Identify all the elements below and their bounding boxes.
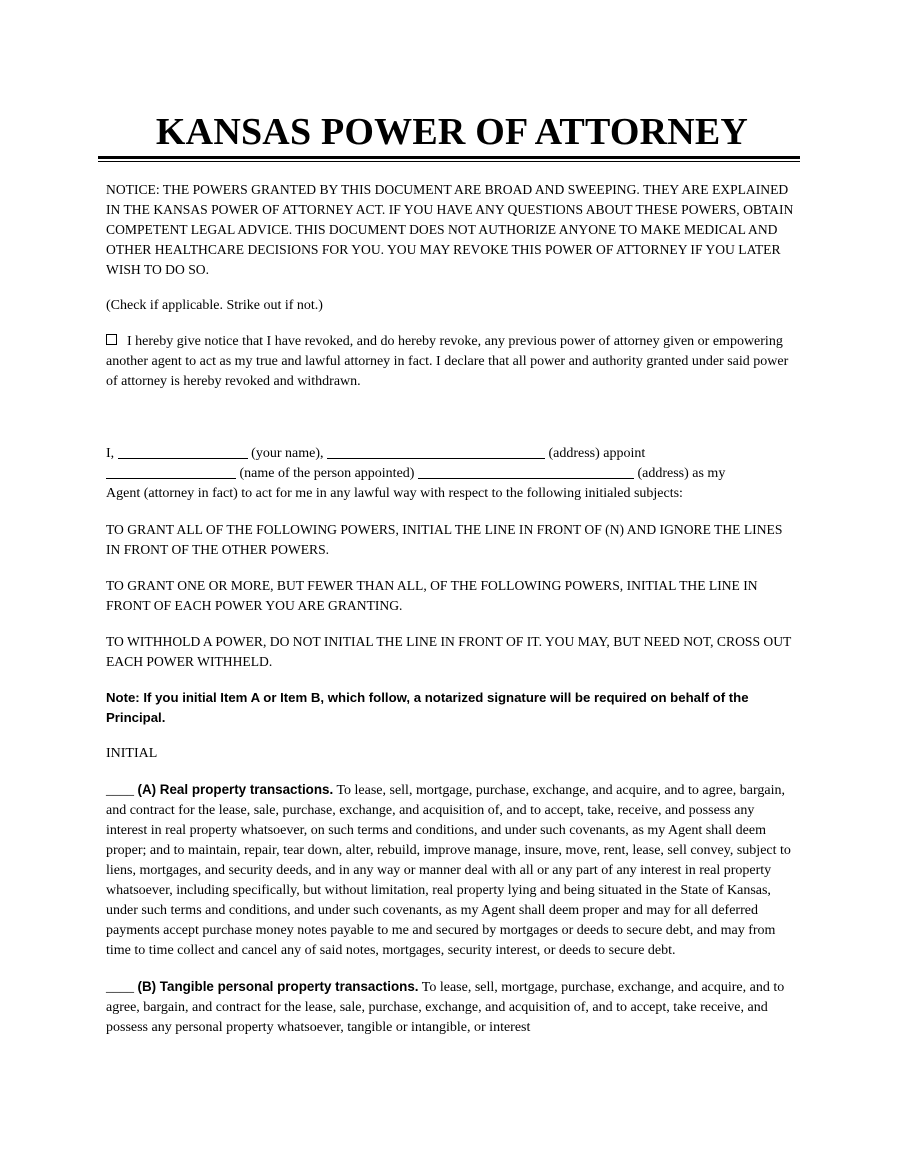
item-b-text: To lease, sell, mortgage, purchase, exchange, and acquire, and to agree, bargain, and contract for the lease, sale, purchase, exchange, and acquisition of, and to accept, take receive, and possess any personal property whatsoever, tangible or intangible, or interest [106, 980, 785, 1035]
notice-paragraph: NOTICE: THE POWERS GRANTED BY THIS DOCUMENT ARE BROAD AND SWEEPING. THEY ARE EXPLAINED IN THE KANSAS POWER OF ATTORNEY ACT. IF YOU HAVE ANY QUESTIONS ABOUT THESE POWERS, OBTAIN COMPETENT LEGAL ADVICE. THIS DOCUMENT DOES NOT AUTHORIZE ANYONE TO MAKE MEDICAL AND OTHER HEALTHCARE DECISIONS FOR YOU. YOU MAY REVOKE THIS POWER OF ATTORNEY IF YOU LATER WISH TO DO SO. [106, 182, 794, 277]
power-item-a [106, 780, 798, 961]
spacer [106, 408, 798, 444]
initial-blank-b[interactable]: ____ [106, 980, 134, 995]
instruction-withhold: TO WITHHOLD A POWER, DO NOT INITIAL THE LINE IN FRONT OF IT. YOU MAY, BUT NEED NOT, CROSS OUT EACH POWER WITHHELD. [106, 634, 792, 669]
item-a-text: To lease, sell, mortgage, purchase, exchange, and acquire, and to agree, bargain, and contract for the lease, sale, purchase, exchange, and acquisition of, and to accept, take, receive, and possess any interest in real property whatsoever, on such terms and conditions, and under such covenants, as my Agent shall deem proper; and to maintain, repair, tear down, alter, rebuild, improve manage, insure, move, rent, lease, sell convey, subject to liens, mortgages, and security deeds, and in any way or manner deal with all or any part of any interest in real property whatsoever, including specifically, but without limitation, real property lying and being situated in the State of Kansas, under such terms and conditions, and under such covenants, as my Agent shall deem proper and may for all deferred payments accept purchase money notes payable to me and secured by mortgages or deeds to secure debt, and may from time to time collect and cancel any of said notes, mortgages, security interest, or deeds to secure debt. [106, 783, 791, 958]
appointee-address-blank[interactable] [418, 466, 634, 479]
revocation-checkbox[interactable] [106, 334, 117, 345]
document-title: KANSAS POWER OF ATTORNEY [155, 111, 749, 153]
revocation-paragraph [106, 332, 798, 392]
check-instruction: (Check if applicable. Strike out if not.) [106, 298, 323, 313]
your-name-label: (your name), [251, 446, 324, 461]
appointee-name-blank[interactable] [106, 466, 236, 479]
instruction-grant-all: TO GRANT ALL OF THE FOLLOWING POWERS, INITIAL THE LINE IN FRONT OF (N) AND IGNORE THE LINES IN FRONT OF THE OTHER POWERS. [106, 522, 783, 557]
appointment-prefix: I, [106, 446, 115, 461]
your-address-blank[interactable] [327, 446, 545, 459]
document-body [106, 180, 798, 1054]
revocation-text: I hereby give notice that I have revoked, and do hereby revoke, any previous power of attorney given or empowering another agent to act as my true and lawful attorney in fact. I declare that all power and authority granted under said power of attorney is hereby revoked and withdrawn. [106, 334, 789, 389]
initial-label: INITIAL [106, 746, 158, 761]
address-label-as-my: (address) as my [637, 466, 726, 481]
title-rule-thin [98, 161, 800, 162]
appointee-label: (name of the person appointed) [239, 466, 415, 481]
address-label-appoint: (address) appoint [548, 446, 646, 461]
item-a-heading: (A) Real property transactions. [137, 782, 334, 797]
document-page [106, 0, 798, 1165]
appointment-continuation: Agent (attorney in fact) to act for me in any lawful way with respect to the following initialed subjects: [106, 486, 683, 501]
title-rule-thick [98, 156, 800, 159]
power-item-b [106, 977, 798, 1038]
notarization-note: Note: If you initial Item A or Item B, which follow, a notarized signature will be required on behalf of the Principal. [106, 690, 749, 725]
appointment-paragraph [106, 444, 798, 504]
item-b-heading: (B) Tangible personal property transactions. [137, 979, 419, 994]
your-name-blank[interactable] [118, 446, 248, 459]
initial-blank-a[interactable]: ____ [106, 783, 134, 798]
instruction-grant-some: TO GRANT ONE OR MORE, BUT FEWER THAN ALL, OF THE FOLLOWING POWERS, INITIAL THE LINE IN FRONT OF EACH POWER YOU ARE GRANTING. [106, 578, 758, 613]
